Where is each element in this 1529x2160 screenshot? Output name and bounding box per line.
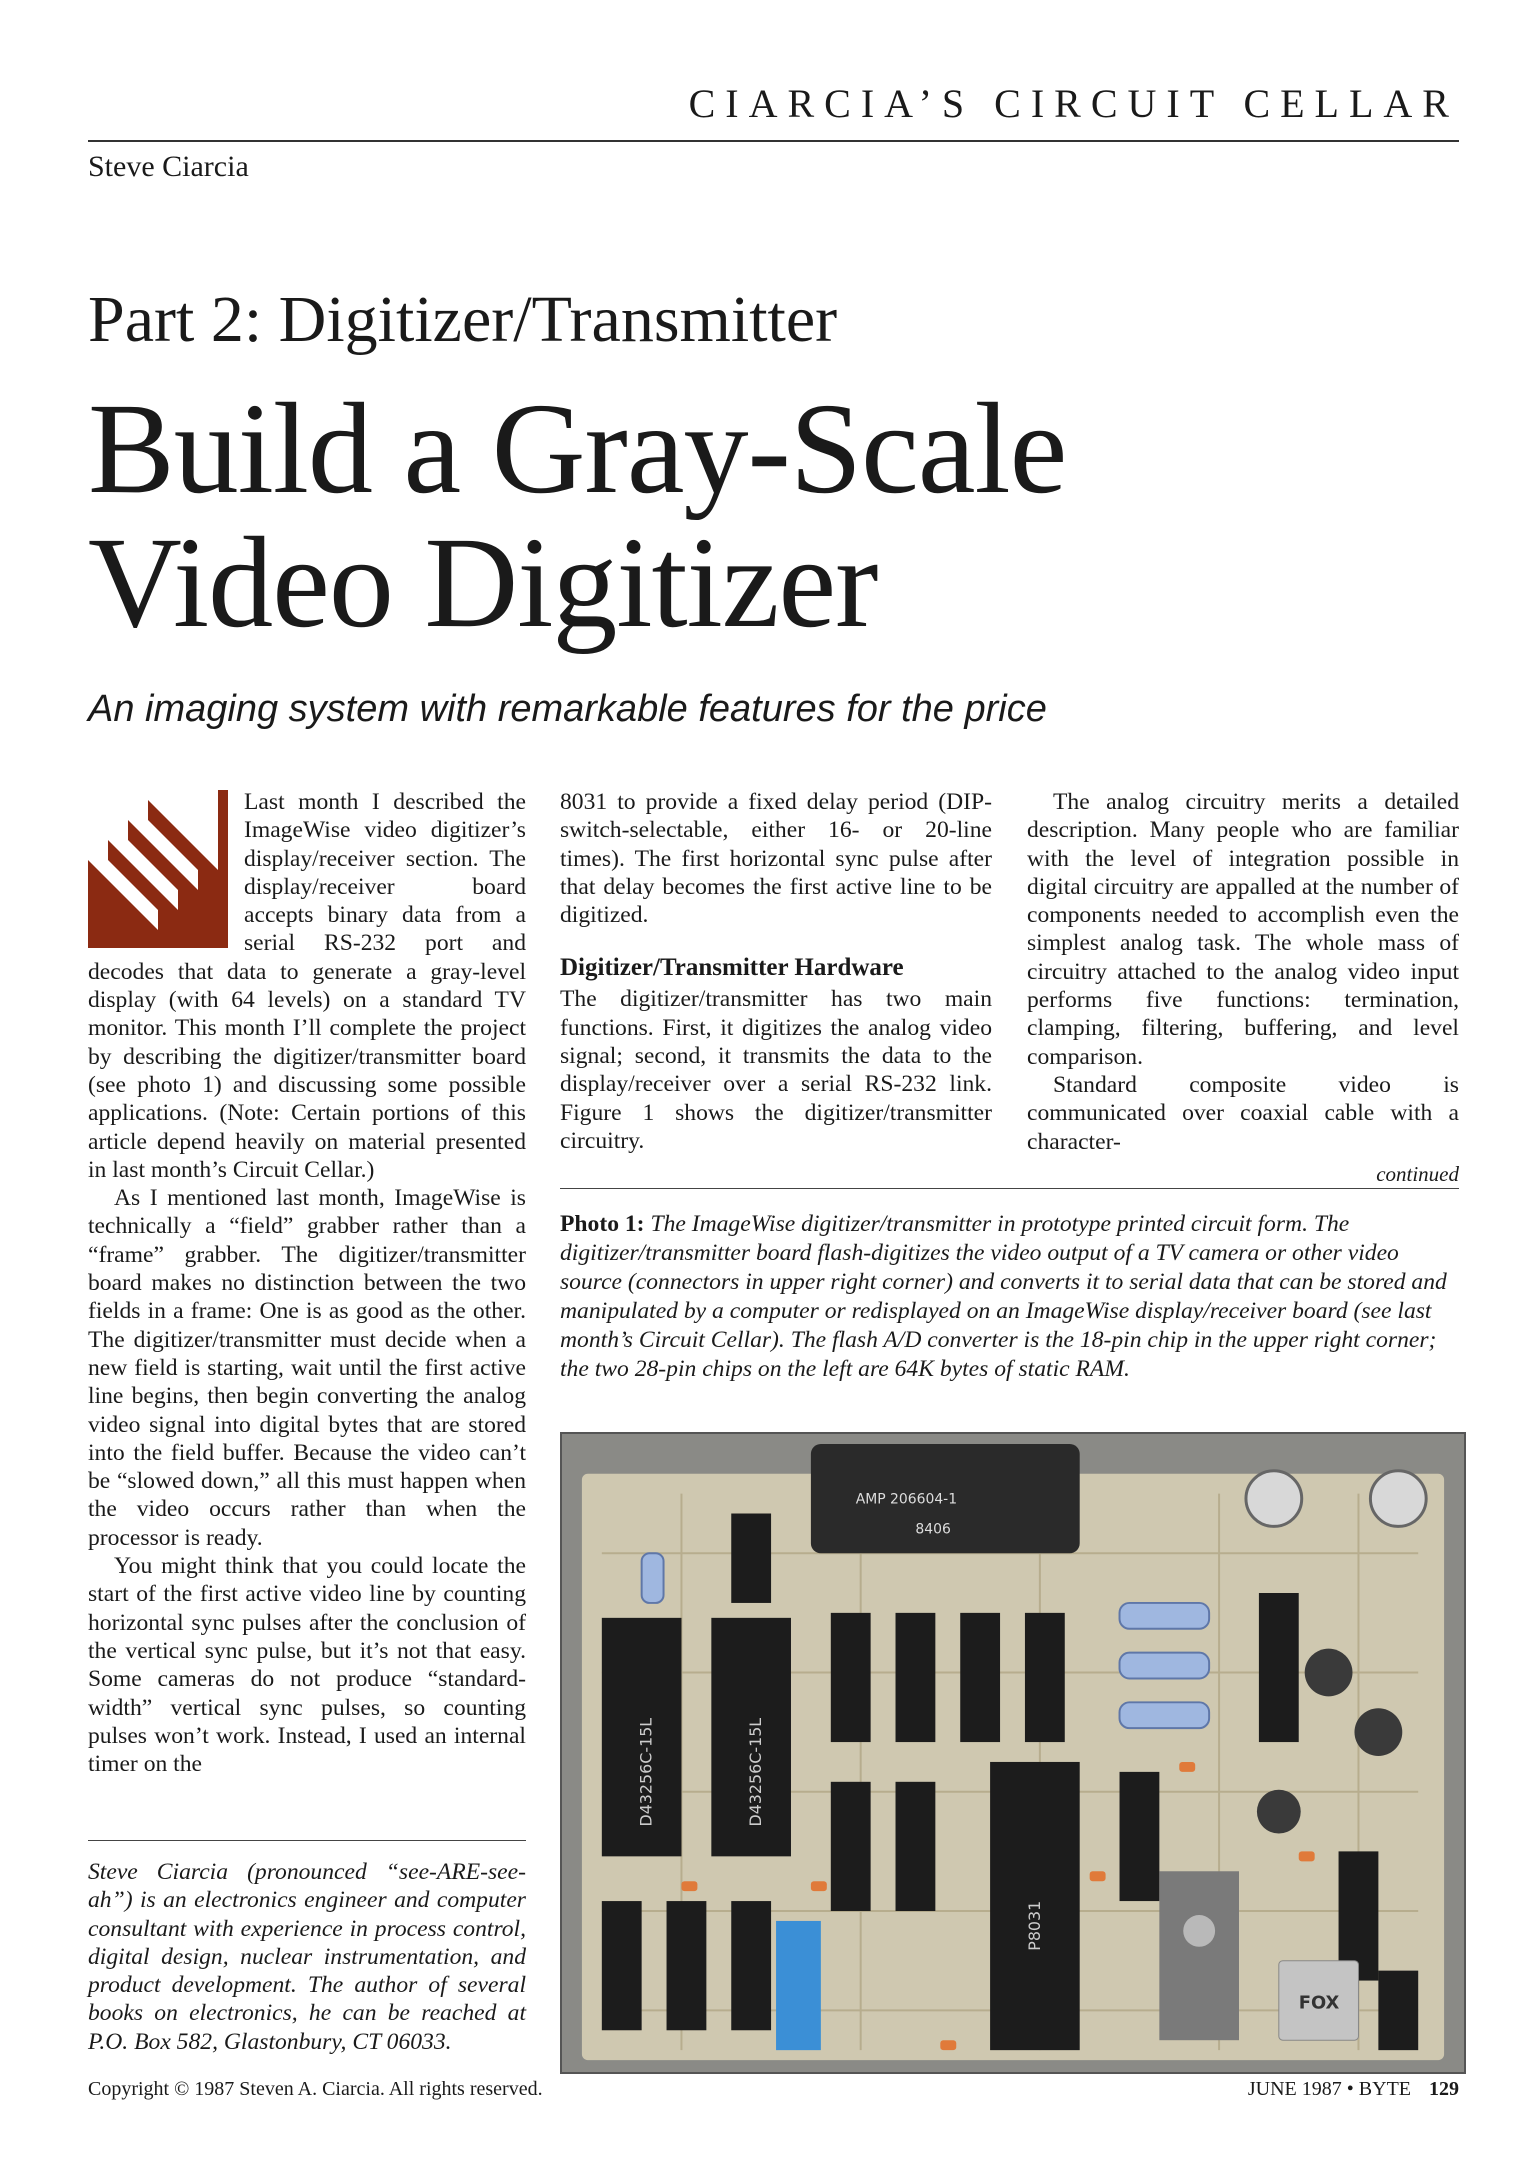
rca-jack-2 <box>1370 1471 1426 1527</box>
photo-caption <box>560 1210 1460 1384</box>
header-rule <box>88 140 1459 142</box>
circuit-board-photo <box>560 1432 1466 2074</box>
photo-label: Photo 1: <box>560 1211 645 1237</box>
crystal-label: FOX <box>1298 1992 1340 2014</box>
continued-marker: continued <box>1376 1161 1459 1186</box>
col2-paragraph-1: 8031 to provide a fixed delay period (DIP-switch-selectable, either 16- or 20-line times). The first horizontal sync pulse after that delay becomes the first active line to be digitized. <box>560 789 992 929</box>
body-column-2 <box>560 788 992 1155</box>
issue-label: JUNE 1987 • BYTE <box>1247 2078 1411 2100</box>
article-subtitle: An imaging system with remarkable features for the price <box>88 688 1047 730</box>
connector-label: AMP 206604-1 <box>855 1491 958 1508</box>
caption-rule <box>560 1188 1459 1189</box>
col1-paragraph-3: You might think that you could locate the start of the first active video line by counting horizontal sync pulses after the conclusion of the vertical sync pulse, but it’s not that easy. Some cameras do not produce “standard-width” vertical sync pulses, so counting pulses won’t work. Instead, I used an internal timer on the <box>88 1553 526 1778</box>
author-name: Steve Ciarcia <box>88 150 249 183</box>
article-title <box>88 377 1067 655</box>
title-line-1: Build a Gray-Scale <box>88 377 1067 521</box>
circuit-cellar-logo-icon <box>88 790 228 948</box>
copyright: Copyright © 1987 Steven A. Ciarcia. All rights reserved. <box>88 2078 543 2100</box>
col3-paragraph-1: The analog circuitry merits a detailed description. Many people who are familiar with the level of integration possible in digital circuitry are appalled at the number of components needed to accomplish even the simplest analog task. The whole mass of circuitry attached to the analog video input performs five functions: termination, clamping, filtering, buffering, and level comparison. <box>1027 789 1459 1070</box>
photo-caption-text: The ImageWise digitizer/transmitter in prototype printed circuit form. The digitizer/transmitter board flash-digitizes the video output of a TV camera or other video source (connectors in upper right corner) and converts it to serial data that can be stored and manipulated by a computer or redisplayed on an ImageWise display/receiver board (see last month’s Circuit Cellar). The flash A/D converter is the 18-pin chip in the upper right corner; the two 28-pin chips on the left are 64K bytes of static RAM. <box>560 1211 1447 1382</box>
cpu-chip-label: P8031 <box>1024 1900 1044 1951</box>
col2-paragraph-2: The digitizer/transmitter has two main functions. First, it digitizes the analog video signal; second, it transmits the data to the display/receiver over a serial RS-232 link. Figure 1 shows the digitizer/transmitter circuitry. <box>560 986 992 1154</box>
section-kicker: CIARCIA’S CIRCUIT CELLAR <box>688 81 1459 126</box>
col1-paragraph-2: As I mentioned last month, ImageWise is technically a “field” grabber rather than a “frame” grabber. The digitizer/transmitter board makes no distinction between the two fields in a frame: One is as good as the other. The digitizer/transmitter must decide when a new field is starting, wait until the first active line begins, then begin converting the analog video signal into digital bytes that are stored into the field buffer. Because the video can’t be “slowed down,” all this must happen when the video occurs rather than when the processor is ready. <box>88 1185 526 1551</box>
body-column-3 <box>1027 788 1459 1188</box>
dip-switch <box>776 1921 821 2050</box>
eprom-chip <box>1159 1871 1239 2040</box>
bio-rule <box>88 1840 526 1841</box>
ram-chip-1-label: D43256C-15L <box>636 1717 656 1827</box>
author-bio: Steve Ciarcia (pronounced “see-ARE-see-ah”) is an electronics engineer and computer consultant with experience in process control, digital design, nuclear instrumentation, and product development. The author of several books on electronics, he can be reached at P.O. Box 582, Glastonbury, CT 06033. <box>88 1859 526 2055</box>
rca-jack-1 <box>1246 1471 1302 1527</box>
section-heading: Digitizer/Transmitter Hardware <box>560 954 904 982</box>
eprom-window <box>1183 1915 1215 1947</box>
connector-code: 8406 <box>915 1521 951 1538</box>
page-footer <box>1248 2078 1459 2101</box>
page-number: 129 <box>1429 2078 1459 2100</box>
col1-paragraph-1: Last month I described the ImageWise video digitizer’s display/receiver section. The display/receiver board accepts binary data from a serial RS-232 port and decodes that data to generate a gray-level display (with 64 levels) on a standard TV monitor. This month I’ll complete the project by describing the digitizer/transmitter board (see photo 1) and discussing some possible applications. (Note: Certain portions of this article depend heavily on material presented in last month’s Circuit Cellar.) <box>88 789 526 1183</box>
body-column-1 <box>88 788 526 1778</box>
title-line-2: Video Digitizer <box>88 511 878 655</box>
part-title: Part 2: Digitizer/Transmitter <box>88 283 838 356</box>
col3-paragraph-2: Standard composite video is communicated over coaxial cable with a character- <box>1027 1071 1459 1155</box>
ram-chip-2-label: D43256C-15L <box>746 1717 766 1827</box>
